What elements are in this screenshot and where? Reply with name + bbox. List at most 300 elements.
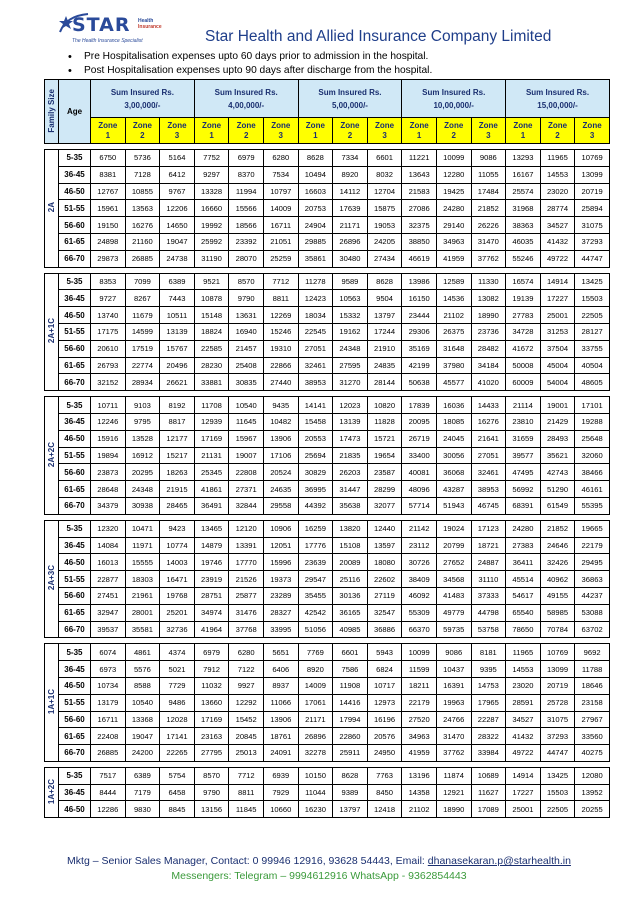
premium-cell: 26621	[160, 374, 195, 391]
premium-cell: 15996	[263, 554, 298, 571]
age-band-cell: 66-70	[59, 250, 91, 267]
premium-cell: 8570	[229, 273, 264, 290]
premium-cell: 14112	[333, 183, 368, 200]
premium-cell: 41861	[194, 481, 229, 498]
premium-cell: 27795	[194, 745, 229, 762]
premium-cell: 46035	[506, 233, 541, 250]
age-band-cell: 36-45	[59, 290, 91, 307]
premium-cell: 40962	[540, 571, 575, 588]
premium-cell: 9790	[194, 784, 229, 801]
premium-cell: 23919	[194, 571, 229, 588]
premium-cell: 29495	[575, 554, 610, 571]
premium-cell: 6412	[160, 166, 195, 183]
premium-cell: 13631	[229, 307, 264, 324]
premium-cell: 13196	[402, 767, 437, 784]
age-band-cell: 46-50	[59, 430, 91, 447]
zone-header	[471, 118, 506, 144]
premium-cell: 27783	[506, 307, 541, 324]
premium-cell: 15148	[194, 307, 229, 324]
zone-header	[333, 118, 368, 144]
premium-cell: 26896	[298, 728, 333, 745]
logo-name: STAR	[72, 14, 131, 36]
premium-cell: 13660	[194, 694, 229, 711]
premium-cell: 49155	[540, 587, 575, 604]
age-band-cell: 66-70	[59, 497, 91, 514]
premium-cell: 20255	[575, 801, 610, 818]
premium-cell: 36995	[298, 481, 333, 498]
premium-cell: 17839	[402, 397, 437, 414]
premium-cell: 19001	[540, 397, 575, 414]
zone-header	[125, 118, 160, 144]
premium-cell: 24205	[367, 233, 402, 250]
premium-cell: 51290	[540, 481, 575, 498]
premium-cell: 11708	[194, 397, 229, 414]
premium-cell: 31470	[436, 728, 471, 745]
premium-cell: 31968	[506, 200, 541, 217]
premium-cell: 16259	[298, 520, 333, 537]
premium-cell: 14553	[540, 166, 575, 183]
premium-cell: 26226	[471, 217, 506, 234]
premium-cell: 6389	[160, 273, 195, 290]
premium-cell: 19150	[91, 217, 126, 234]
premium-cell: 16660	[194, 200, 229, 217]
premium-cell: 27652	[436, 554, 471, 571]
table-row	[45, 644, 610, 661]
zone-word: Zone	[444, 120, 464, 130]
premium-cell: 21102	[402, 801, 437, 818]
premium-cell: 31190	[194, 250, 229, 267]
premium-cell: 41432	[506, 728, 541, 745]
age-band-cell: 51-55	[59, 447, 91, 464]
premium-cell: 48096	[402, 481, 437, 498]
premium-cell: 34963	[402, 728, 437, 745]
premium-cell: 21171	[298, 711, 333, 728]
zone-word: Zone	[98, 120, 118, 130]
premium-cell: 15721	[367, 430, 402, 447]
zone-word: Zone	[582, 120, 602, 130]
premium-cell: 16940	[229, 323, 264, 340]
premium-cell: 15246	[263, 323, 298, 340]
premium-cell: 5021	[160, 661, 195, 678]
premium-cell: 28934	[125, 374, 160, 391]
premium-cell: 8628	[298, 150, 333, 167]
premium-cell: 25992	[194, 233, 229, 250]
table-row	[45, 801, 610, 818]
premium-cell: 11032	[194, 677, 229, 694]
sum-insured-amount: 4,00,000/-	[228, 100, 265, 110]
premium-cell: 7929	[263, 784, 298, 801]
premium-cell: 38363	[506, 217, 541, 234]
age-band-cell: 61-65	[59, 728, 91, 745]
premium-cell: 32547	[367, 604, 402, 621]
age-band-cell: 46-50	[59, 307, 91, 324]
premium-cell: 12051	[263, 537, 298, 554]
premium-cell: 25013	[229, 745, 264, 762]
premium-cell: 16603	[298, 183, 333, 200]
premium-cell: 51943	[436, 497, 471, 514]
sum-insured-label: Sum Insured Rs.	[214, 87, 278, 97]
premium-cell: 17061	[298, 694, 333, 711]
premium-cell: 4374	[160, 644, 195, 661]
premium-cell: 23736	[471, 323, 506, 340]
premium-cell: 21910	[367, 340, 402, 357]
premium-cell: 13797	[367, 307, 402, 324]
premium-cell: 6939	[263, 767, 298, 784]
premium-cell: 10660	[263, 801, 298, 818]
premium-cell: 28751	[194, 587, 229, 604]
premium-cell: 66370	[402, 621, 437, 638]
premium-cell: 44392	[298, 497, 333, 514]
premium-cell: 25574	[506, 183, 541, 200]
premium-cell: 23020	[540, 183, 575, 200]
premium-cell: 28591	[506, 694, 541, 711]
premium-cell: 22265	[160, 745, 195, 762]
premium-cell: 14536	[436, 290, 471, 307]
table-row	[45, 200, 610, 217]
premium-cell: 20719	[540, 677, 575, 694]
premium-cell: 15967	[229, 430, 264, 447]
premium-cell: 19373	[263, 571, 298, 588]
premium-cell: 13099	[575, 166, 610, 183]
table-row	[45, 250, 610, 267]
premium-cell: 41020	[471, 374, 506, 391]
premium-cell: 19654	[367, 447, 402, 464]
premium-cell: 10878	[194, 290, 229, 307]
premium-cell: 24835	[367, 357, 402, 374]
premium-cell: 10820	[367, 397, 402, 414]
table-row	[45, 554, 610, 571]
family-size-value: 2A	[47, 202, 56, 213]
premium-cell: 37768	[229, 621, 264, 638]
premium-cell: 22179	[402, 694, 437, 711]
premium-cell: 20719	[575, 183, 610, 200]
premium-cell: 9504	[367, 290, 402, 307]
premium-cell: 14914	[506, 767, 541, 784]
premium-cell: 22585	[194, 340, 229, 357]
premium-cell: 28327	[263, 604, 298, 621]
table-row	[45, 447, 610, 464]
premium-cell: 18761	[263, 728, 298, 745]
premium-cell: 22602	[367, 571, 402, 588]
premium-cell: 25001	[540, 307, 575, 324]
premium-cell: 44747	[540, 745, 575, 762]
family-size-value: 2A+2C	[47, 441, 56, 467]
age-band-cell: 61-65	[59, 233, 91, 250]
age-band-cell: 36-45	[59, 537, 91, 554]
premium-cell: 34568	[436, 571, 471, 588]
premium-cell: 41672	[506, 340, 541, 357]
premium-cell: 31075	[540, 711, 575, 728]
premium-cell: 32947	[91, 604, 126, 621]
premium-cell: 35621	[540, 447, 575, 464]
premium-cell: 12023	[333, 397, 368, 414]
zone-number: 3	[589, 130, 595, 140]
premium-cell: 24766	[436, 711, 471, 728]
premium-cell: 26896	[333, 233, 368, 250]
premium-cell: 28127	[575, 323, 610, 340]
premium-cell: 37504	[540, 340, 575, 357]
premium-cell: 35581	[125, 621, 160, 638]
premium-cell: 9086	[436, 644, 471, 661]
premium-cell: 34379	[91, 497, 126, 514]
premium-cell: 19310	[263, 340, 298, 357]
premium-cell: 14553	[506, 661, 541, 678]
zone-word: Zone	[478, 120, 498, 130]
premium-cell: 37980	[436, 357, 471, 374]
premium-cell: 17776	[298, 537, 333, 554]
premium-cell: 7517	[91, 767, 126, 784]
premium-cell: 10711	[91, 397, 126, 414]
premium-cell: 37293	[540, 728, 575, 745]
premium-cell: 20089	[333, 554, 368, 571]
premium-cell: 32060	[575, 447, 610, 464]
premium-cell: 8192	[160, 397, 195, 414]
premium-cell: 9297	[194, 166, 229, 183]
premium-cell: 21160	[125, 233, 160, 250]
premium-cell: 31270	[333, 374, 368, 391]
premium-cell: 13099	[540, 661, 575, 678]
age-band-cell: 56-60	[59, 711, 91, 728]
premium-cell: 23163	[194, 728, 229, 745]
premium-cell: 33881	[194, 374, 229, 391]
premium-cell: 15332	[333, 307, 368, 324]
table-row	[45, 677, 610, 694]
premium-cell: 22774	[125, 357, 160, 374]
premium-cell: 19992	[194, 217, 229, 234]
premium-cell: 37293	[575, 233, 610, 250]
premium-cell: 32461	[471, 464, 506, 481]
premium-cell: 23020	[506, 677, 541, 694]
premium-cell: 8937	[263, 677, 298, 694]
table-row	[45, 694, 610, 711]
zone-number: 3	[174, 130, 180, 140]
sum-insured-header	[194, 80, 298, 118]
premium-cell: 17770	[229, 554, 264, 571]
premium-cell: 22866	[263, 357, 298, 374]
page-header	[0, 0, 638, 88]
premium-cell: 21114	[506, 397, 541, 414]
premium-cell: 7586	[333, 661, 368, 678]
premium-cell: 17101	[575, 397, 610, 414]
premium-cell: 14084	[91, 537, 126, 554]
premium-cell: 24904	[298, 217, 333, 234]
premium-cell: 70784	[540, 621, 575, 638]
table-row	[45, 413, 610, 430]
premium-cell: 63702	[575, 621, 610, 638]
premium-cell: 10150	[298, 767, 333, 784]
premium-cell: 22505	[540, 801, 575, 818]
premium-cell: 10797	[263, 183, 298, 200]
premium-cell: 8181	[471, 644, 506, 661]
premium-cell: 22408	[91, 728, 126, 745]
premium-cell: 54617	[506, 587, 541, 604]
premium-cell: 28299	[367, 481, 402, 498]
premium-cell: 9395	[471, 661, 506, 678]
premium-cell: 8267	[125, 290, 160, 307]
premium-cell: 28774	[540, 200, 575, 217]
premium-cell: 10906	[263, 520, 298, 537]
premium-cell: 9103	[125, 397, 160, 414]
premium-cell: 19963	[436, 694, 471, 711]
sum-insured-label: Sum Insured Rs.	[422, 87, 486, 97]
premium-cell: 8817	[160, 413, 195, 430]
premium-cell: 19288	[575, 413, 610, 430]
page-footer	[0, 855, 638, 882]
premium-cell: 11828	[367, 413, 402, 430]
premium-cell: 34184	[471, 357, 506, 374]
age-band-cell: 5-35	[59, 273, 91, 290]
premium-cell: 17244	[367, 323, 402, 340]
age-band-cell: 51-55	[59, 694, 91, 711]
premium-cell: 10563	[333, 290, 368, 307]
premium-cell: 39537	[91, 621, 126, 638]
premium-cell: 55246	[506, 250, 541, 267]
family-size-cell	[45, 644, 59, 762]
age-band-cell: 5-35	[59, 520, 91, 537]
premium-cell: 8811	[263, 290, 298, 307]
premium-cell: 13293	[506, 150, 541, 167]
premium-cell: 65540	[506, 604, 541, 621]
premium-cell: 22545	[298, 323, 333, 340]
premium-cell: 32426	[540, 554, 575, 571]
company-title: Star Health and Allied Insurance Company Limited	[205, 28, 552, 45]
table-row	[45, 767, 610, 784]
sum-insured-header	[506, 80, 610, 118]
premium-cell: 12589	[436, 273, 471, 290]
premium-cell: 18263	[160, 464, 195, 481]
premium-cell: 30480	[333, 250, 368, 267]
premium-cell: 12269	[263, 307, 298, 324]
premium-cell: 11908	[333, 677, 368, 694]
premium-cell: 25116	[333, 571, 368, 588]
premium-cell: 46092	[402, 587, 437, 604]
premium-cell: 12286	[91, 801, 126, 818]
premium-cell: 31476	[229, 604, 264, 621]
premium-cell: 18990	[471, 307, 506, 324]
premium-cell: 19746	[194, 554, 229, 571]
premium-cell: 8570	[194, 767, 229, 784]
premium-cell: 18085	[436, 413, 471, 430]
premium-cell: 24348	[125, 481, 160, 498]
premium-cell: 8370	[229, 166, 264, 183]
age-band-cell: 66-70	[59, 621, 91, 638]
age-band-cell: 56-60	[59, 217, 91, 234]
premium-cell: 59735	[436, 621, 471, 638]
premium-cell: 9790	[229, 290, 264, 307]
premium-cell: 13986	[402, 273, 437, 290]
premium-cell: 32375	[402, 217, 437, 234]
premium-cell: 10774	[160, 537, 195, 554]
premium-cell: 11679	[125, 307, 160, 324]
premium-cell: 11599	[402, 661, 437, 678]
premium-cell: 21131	[194, 447, 229, 464]
premium-cell: 12080	[575, 767, 610, 784]
premium-cell: 12440	[367, 520, 402, 537]
table-row	[45, 587, 610, 604]
premium-cell: 17473	[333, 430, 368, 447]
premium-cell: 6074	[91, 644, 126, 661]
premium-cell: 17123	[471, 520, 506, 537]
premium-cell: 40985	[333, 621, 368, 638]
premium-cell: 17227	[506, 784, 541, 801]
premium-cell: 34728	[506, 323, 541, 340]
premium-cell: 31659	[506, 430, 541, 447]
premium-cell: 24646	[540, 537, 575, 554]
premium-cell: 8628	[367, 273, 402, 290]
premium-cell: 12939	[194, 413, 229, 430]
zone-number: 2	[140, 130, 145, 140]
family-size-header	[45, 80, 59, 144]
bullet-post-hospitalisation: • Post Hospitalisation expenses upto 90 days after discharge from the hospital.	[64, 64, 432, 78]
premium-cell: 30056	[436, 447, 471, 464]
premium-cell: 16230	[298, 801, 333, 818]
age-band-cell: 51-55	[59, 571, 91, 588]
table-row	[45, 430, 610, 447]
premium-cell: 14599	[125, 323, 160, 340]
zone-header	[91, 118, 126, 144]
email-link[interactable]: dhanasekaran.p@starhealth.in	[427, 855, 571, 867]
premium-cell: 6979	[229, 150, 264, 167]
premium-cell: 10437	[436, 661, 471, 678]
zone-header	[194, 118, 229, 144]
premium-cell: 28493	[540, 430, 575, 447]
premium-cell: 8588	[125, 677, 160, 694]
premium-cell: 20845	[229, 728, 264, 745]
age-band-cell: 61-65	[59, 604, 91, 621]
premium-cell: 19162	[333, 323, 368, 340]
premium-cell: 68391	[506, 497, 541, 514]
premium-cell: 21835	[333, 447, 368, 464]
premium-cell: 45514	[506, 571, 541, 588]
table-row	[45, 745, 610, 762]
premium-cell: 14650	[160, 217, 195, 234]
premium-cell: 7763	[367, 767, 402, 784]
age-band-cell: 61-65	[59, 357, 91, 374]
family-size-value: 2A+3C	[47, 565, 56, 591]
age-band-cell: 5-35	[59, 644, 91, 661]
premium-cell: 7912	[194, 661, 229, 678]
sum-insured-label: Sum Insured Rs.	[318, 87, 382, 97]
premium-cell: 49779	[436, 604, 471, 621]
age-band-cell: 51-55	[59, 323, 91, 340]
premium-cell: 22179	[575, 537, 610, 554]
premium-cell: 11965	[540, 150, 575, 167]
premium-cell: 14141	[298, 397, 333, 414]
premium-cell: 30829	[298, 464, 333, 481]
premium-cell: 13643	[402, 166, 437, 183]
premium-cell: 19047	[160, 233, 195, 250]
premium-cell: 33995	[263, 621, 298, 638]
premium-cell: 13328	[194, 183, 229, 200]
table-row	[45, 374, 610, 391]
contact-text: Mktg – Senior Sales Manager, Contact: 0 99946 12916, 93628 54443, Email:	[67, 855, 428, 867]
zone-header	[229, 118, 264, 144]
table-row	[45, 711, 610, 728]
premium-cell: 28230	[194, 357, 229, 374]
premium-cell: 19665	[575, 520, 610, 537]
premium-cell: 26885	[125, 250, 160, 267]
premium-cell: 15916	[91, 430, 126, 447]
premium-cell: 16471	[160, 571, 195, 588]
premium-cell: 19425	[436, 183, 471, 200]
premium-cell: 7179	[125, 784, 160, 801]
premium-cell: 20553	[298, 430, 333, 447]
premium-cell: 61549	[540, 497, 575, 514]
premium-cell: 24635	[263, 481, 298, 498]
premium-cell: 41959	[402, 745, 437, 762]
premium-cell: 9435	[263, 397, 298, 414]
age-band-cell: 36-45	[59, 166, 91, 183]
